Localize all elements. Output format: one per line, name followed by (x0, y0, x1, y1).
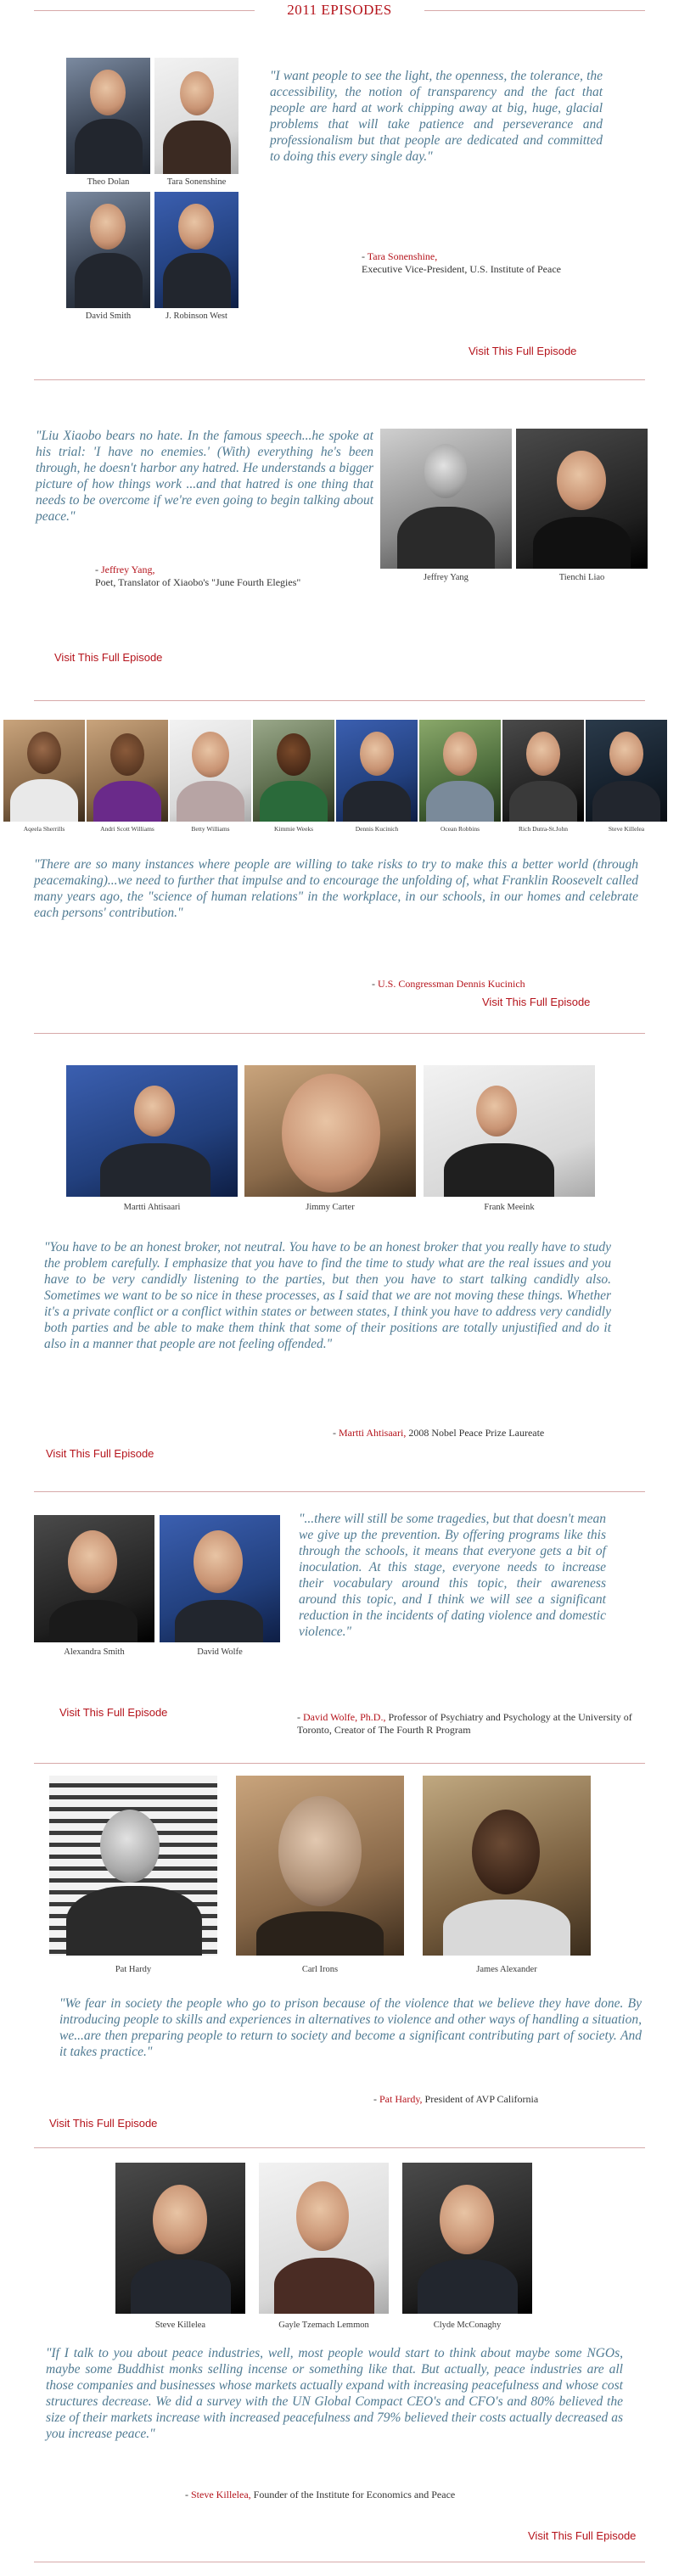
episode-quote: "I want people to see the light, the openness, the tolerance, the accessibility, the notion of transparency and the fact that people are hard at work chipping away at big, huge, glacial problems that will take patience and perseverance and professionalism but that people are dedicated and committed to doing this every single day." (270, 69, 603, 164)
caption: Tienchi Liao (558, 573, 605, 582)
caption: Steve Killelea (608, 825, 645, 833)
attribution-name[interactable]: David Wolfe, Ph.D., (303, 1711, 386, 1723)
caption: James Alexander (476, 1965, 537, 1974)
caption: Alexandra Smith (64, 1647, 125, 1657)
attribution-role: President of AVP California (424, 2093, 539, 2105)
attribution-role: Executive Vice-President, U.S. Institute of Peace (362, 263, 561, 275)
divider (34, 379, 645, 380)
attribution-name[interactable]: U.S. Congressman Dennis Kucinich (378, 978, 525, 990)
photo-gayle-tzemach-lemmon (259, 2163, 389, 2314)
divider (34, 1491, 645, 1492)
visit-episode-link[interactable]: Visit This Full Episode (528, 2529, 637, 2542)
caption: Gayle Tzemach Lemmon (278, 2321, 369, 2330)
divider (34, 1763, 645, 1764)
episode-quote: "We fear in society the people who go to prison because of the violence that we believe they have done. By introducing people to skills and experiences in alternatives to violence and other ways of handling a situation, we...are then preparing people to return to society and become a significant contributing part of society. And it takes practice." (59, 1996, 642, 2059)
caption: David Wolfe (197, 1647, 243, 1657)
episode-attribution: - U.S. Congressman Dennis Kucinich (372, 978, 525, 990)
photo-kimmie-weeks (253, 720, 334, 822)
photo-frank-meeink (424, 1065, 595, 1197)
episode-quote: "If I talk to you about peace industries, well, most people would start to think about maybe some NGOs, maybe some Buddhist monks selling incense or something like that. But actually, peace industries are all those companies and businesses whose markets actually expand with increasing peacefulness and whose cost structures decrease. We did a survey with the UN Global Compact CEO's and CFO's and 80% believed the size of their markets increase with increased peacefulness and 79% believed their costs actually decreased as you increase peace." (46, 2346, 623, 2441)
photo-david-wolfe (160, 1515, 280, 1642)
caption: Martti Ahtisaari (123, 1203, 181, 1212)
caption: Clyde McConaghy (433, 2321, 502, 2330)
caption: Tara Sonenshine (166, 177, 227, 187)
photo-james-alexander (423, 1776, 591, 1956)
divider (34, 2147, 645, 2148)
photo-aqeela-sherrills (3, 720, 85, 822)
photo-dennis-kucinich (336, 720, 418, 822)
photo-pat-hardy (49, 1776, 217, 1956)
episode-attribution: - Pat Hardy, President of AVP California (373, 2093, 539, 2105)
photo-alexandra-smith (34, 1515, 154, 1642)
divider (34, 700, 645, 701)
photo-steve-killelea (586, 720, 667, 822)
caption: Theo Dolan (87, 177, 130, 187)
photo-jimmy-carter (244, 1065, 416, 1197)
photo-ocean-robbins (419, 720, 501, 822)
photo-david-smith (66, 192, 150, 308)
caption: Dennis Kucinich (355, 825, 399, 833)
photo-j-robinson-west (154, 192, 238, 308)
caption: David Smith (85, 311, 132, 321)
episode-quote: "There are so many instances where people are willing to take risks to try to make this a better world (through peacemaking)...we need to further that impulse and to encourage the unfolding of, what Franklin Roosevelt called many years ago, the "science of human relations" in the workplace, in our schools, in our homes and celebrate each persons' contribution." (34, 857, 638, 920)
visit-episode-link[interactable]: Visit This Full Episode (49, 2117, 158, 2130)
caption: Steve Killelea (154, 2321, 206, 2330)
photo-steve-killelea-2 (115, 2163, 245, 2314)
episode-quote: "You have to be an honest broker, not neutral. You have to be an honest broker that you really have to study the problem carefully. I emphasize that you have to find the time to study what are the real issues and you have to be very candidly listening to the parties, but then you have to start talking candidly also. Sometimes we want to be so nice in these processes, as I said that we are not moving these things. Whether it's a private conflict or a conflict within states or between states, I think you have to address very candidly both parties and be able to make them think that some of their positions are totally unjustified and do it also in a manner that people are not feeling offended." (44, 1240, 611, 1351)
attribution-role: Founder of the Institute for Economics and Peace (253, 2489, 456, 2500)
visit-episode-link[interactable]: Visit This Full Episode (46, 1447, 154, 1460)
episode-attribution: - Tara Sonenshine, Executive Vice-President, U.S. Institute of Peace (362, 250, 561, 275)
episode-attribution: - Steve Killelea, Founder of the Institute for Economics and Peace (185, 2489, 456, 2500)
attribution-name[interactable]: Pat Hardy, (379, 2093, 423, 2105)
episode-quote: "...there will still be some tragedies, but that doesn't mean we give up the prevention. By offering programs like this through the schools, it means that everyone gets a bit of inoculation. At this stage, everyone needs to increase their vocabulary around this topic, their awareness around this topic, and I think we will see a significant reduction in the incidents of dating violence and domestic violence." (299, 1512, 606, 1639)
episode-attribution: - David Wolfe, Ph.D., Professor of Psychiatry and Psychology at the University of Toronto, Creator of The Fourth R Program (297, 1711, 632, 1736)
photo-tara-sonenshine (154, 58, 238, 174)
visit-episode-link[interactable]: Visit This Full Episode (54, 651, 163, 664)
caption: Pat Hardy (115, 1965, 152, 1974)
caption: Carl Irons (301, 1965, 339, 1974)
attribution-name[interactable]: Tara Sonenshine, (367, 250, 438, 262)
attribution-name[interactable]: Martti Ahtisaari, (339, 1427, 407, 1439)
photo-theo-dolan (66, 58, 150, 174)
attribution-name[interactable]: Steve Killelea, (191, 2489, 251, 2500)
attribution-role: 2008 Nobel Peace Prize Laureate (408, 1427, 545, 1439)
page-title: 2011 EPISODES (255, 0, 424, 20)
visit-episode-link[interactable]: Visit This Full Episode (469, 345, 577, 357)
caption: Jimmy Carter (306, 1203, 355, 1212)
caption: Betty Williams (191, 825, 230, 833)
attribution-role: Poet, Translator of Xiaobo's "June Fourth Elegies" (95, 576, 301, 588)
visit-episode-link[interactable]: Visit This Full Episode (482, 996, 591, 1008)
caption: Ocean Robbins (440, 825, 480, 833)
divider (34, 1033, 645, 1034)
episode-attribution: - Jeffrey Yang, Poet, Translator of Xiaobo's "June Fourth Elegies" (95, 564, 301, 588)
visit-episode-link[interactable]: Visit This Full Episode (59, 1706, 168, 1719)
caption: Rich Dutra-St.John (519, 825, 568, 833)
photo-jeffrey-yang (380, 429, 512, 569)
caption: Kimmie Weeks (273, 825, 314, 833)
attribution-role: Professor of Psychiatry and Psychology at the University of Toronto, Creator of The Fourth R Program (297, 1711, 632, 1736)
photo-tienchi-liao (516, 429, 648, 569)
photo-carl-irons (236, 1776, 404, 1956)
caption: Aqeela Sherrills (23, 825, 65, 833)
attribution-name[interactable]: Jeffrey Yang, (101, 564, 155, 575)
caption: J. Robinson West (166, 311, 227, 321)
caption: Frank Meeink (484, 1203, 535, 1212)
photo-andri-scott-williams (87, 720, 168, 822)
photo-martti-ahtisaari (66, 1065, 238, 1197)
caption: Andri Scott Williams (100, 825, 154, 833)
photo-rich-dutra-st-john (502, 720, 584, 822)
photo-betty-williams (170, 720, 251, 822)
caption: Jeffrey Yang (424, 573, 469, 582)
episode-attribution: - Martti Ahtisaari, 2008 Nobel Peace Prize Laureate (333, 1427, 545, 1439)
photo-clyde-mcconaghy (402, 2163, 532, 2314)
episode-quote: "Liu Xiaobo bears no hate. In the famous speech...he spoke at his trial: 'I have no enemies.' (With) everything he's been through, he doesn't harbor any hatred. He understands a bigger picture of how things work ...and that hatred is one thing that needs to be overcome if we're even going to begin talking about peace." (36, 429, 373, 524)
